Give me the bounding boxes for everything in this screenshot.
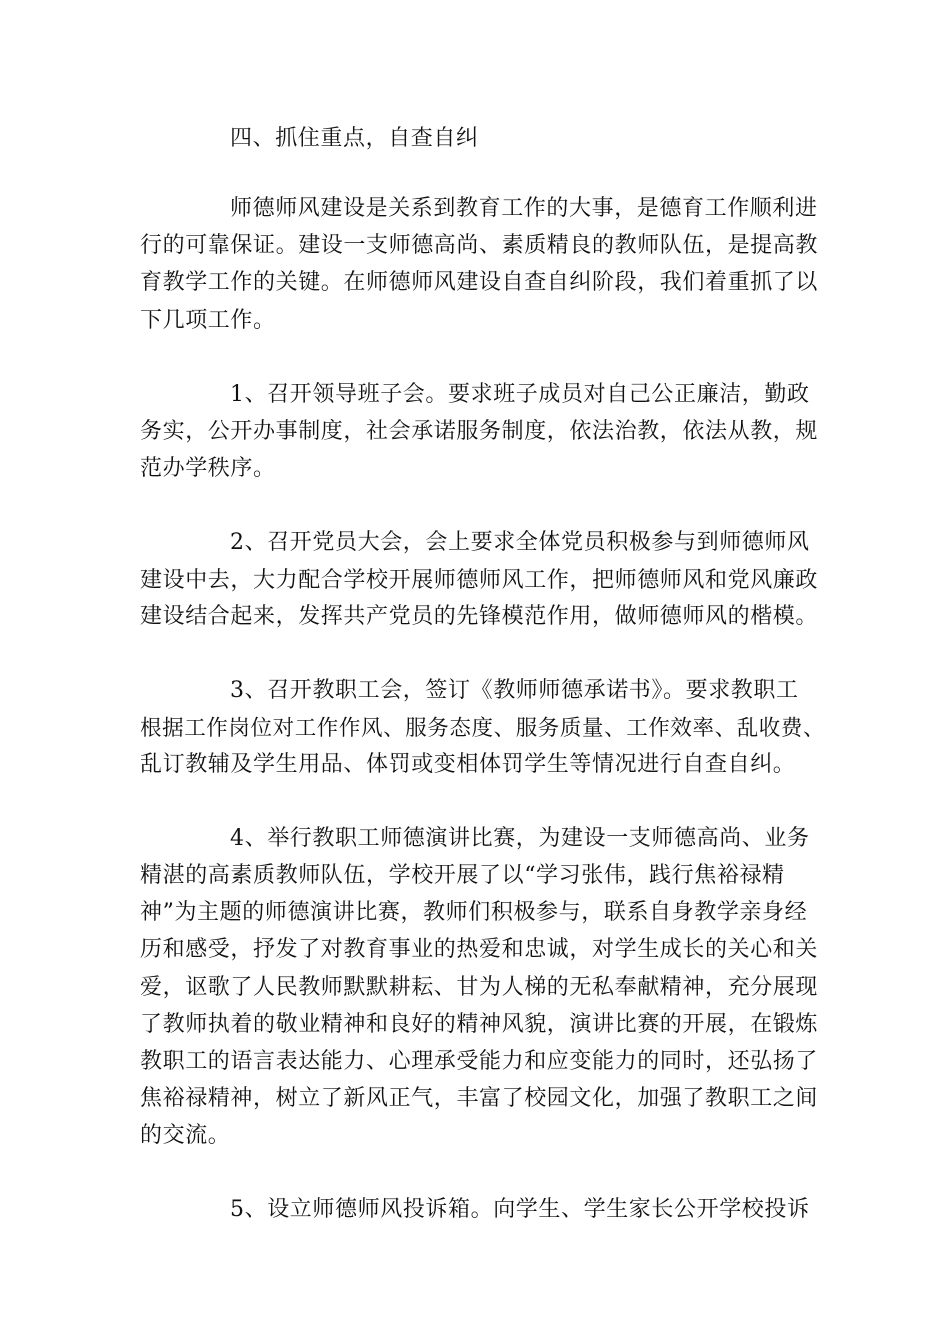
paragraph-line: 1、召开领导班子会。要求班子成员对自己公正廉洁，勤政: [230, 382, 810, 407]
paragraph-line: 历和感受，抒发了对教育事业的热爱和忠诚，对学生成长的关心和关: [140, 937, 819, 962]
paragraph-line: 建设中去，大力配合学校开展师德师风工作，把师德师风和党风廉政: [140, 568, 819, 593]
paragraph-line: 爱，讴歌了人民教师默默耕耘、甘为人梯的无私奉献精神，充分展现: [140, 975, 819, 1000]
paragraph-line: 范办学秩序。: [140, 456, 276, 481]
paragraph-line: 神”为主题的师德演讲比赛，教师们积极参与，联系自身教学亲身经: [140, 900, 808, 925]
paragraph-line: 了教师执着的敬业精神和良好的精神风貌，演讲比赛的开展，在锻炼: [140, 1012, 819, 1037]
paragraph-line: 建设结合起来，发挥共产党员的先锋模范作用，做师德师风的楷模。: [140, 604, 819, 629]
paragraph-line: 务实，公开办事制度，社会承诺服务制度，依法治教，依法从教，规: [140, 419, 819, 444]
paragraph-line: 2、召开党员大会，会上要求全体党员积极参与到师德师风: [230, 530, 810, 555]
paragraph-line: 下几项工作。: [140, 308, 276, 333]
paragraph-line: 行的可靠保证。建设一支师德高尚、素质精良的教师队伍，是提高教: [140, 233, 819, 258]
paragraph-line: 教职工的语言表达能力、心理承受能力和应变能力的同时，还弘扬了: [140, 1049, 819, 1074]
section-heading: 四、抓住重点，自查自纠: [230, 126, 479, 151]
paragraph-line: 3、召开教职工会，签订《教师师德承诺书》。要求教职工: [230, 678, 799, 703]
paragraph-line: 乱订教辅及学生用品、体罚或变相体罚学生等情况进行自查自纠。: [140, 752, 796, 777]
paragraph-line: 4、举行教职工师德演讲比赛，为建设一支师德高尚、业务: [230, 826, 810, 851]
paragraph-line: 育教学工作的关键。在师德师风建设自查自纠阶段，我们着重抓了以: [140, 270, 819, 295]
paragraph-line: 5、设立师德师风投诉箱。向学生、学生家长公开学校投诉: [230, 1197, 810, 1222]
paragraph-line: 焦裕禄精神，树立了新风正气，丰富了校园文化，加强了教职工之间: [140, 1086, 819, 1111]
paragraph-line: 的交流。: [140, 1123, 231, 1148]
paragraph-line: 根据工作岗位对工作作风、服务态度、服务质量、工作效率、乱收费、: [140, 716, 826, 741]
paragraph-line: 精湛的高素质教师队伍，学校开展了以“学习张伟，践行焦裕禄精: [140, 863, 785, 888]
paragraph-line: 师德师风建设是关系到教育工作的大事，是德育工作顺利进: [230, 196, 818, 221]
